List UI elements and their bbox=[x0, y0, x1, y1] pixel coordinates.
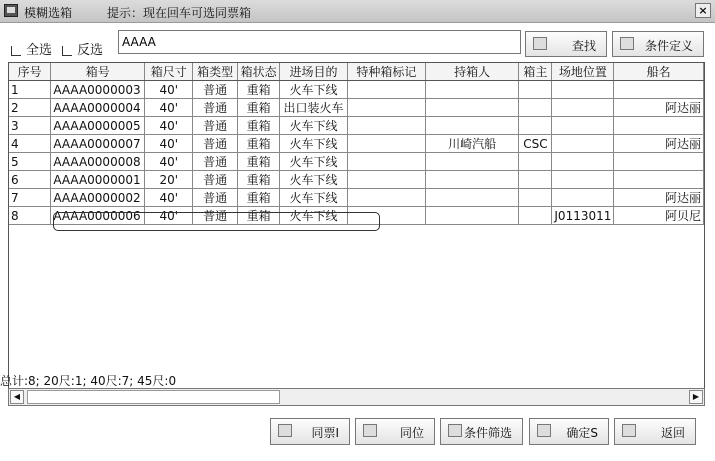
table-cell: 出口装火车 bbox=[280, 99, 348, 117]
confirm-icon bbox=[537, 424, 551, 437]
container-table bbox=[9, 63, 704, 276]
table-cell: 火车下线 bbox=[280, 135, 348, 153]
checkbox-icon[interactable] bbox=[62, 46, 72, 56]
table-cell bbox=[348, 189, 426, 207]
condition-define-button[interactable] bbox=[612, 31, 704, 57]
table-cell: 重箱 bbox=[238, 99, 280, 117]
close-icon[interactable]: × bbox=[695, 3, 711, 18]
table-row[interactable] bbox=[9, 81, 704, 99]
table-cell bbox=[519, 81, 552, 99]
table-cell bbox=[193, 242, 238, 259]
table-cell: 火车下线 bbox=[280, 117, 348, 135]
column-header[interactable]: 特种箱标记 bbox=[348, 63, 426, 81]
empty-row bbox=[9, 225, 704, 243]
confirm-label: 确定S bbox=[566, 426, 598, 440]
scroll-right-icon[interactable]: ▶ bbox=[689, 390, 703, 404]
table-cell: 普通 bbox=[193, 81, 238, 99]
table-cell: AAAA0000008 bbox=[51, 153, 145, 171]
table-cell: AAAA0000002 bbox=[51, 189, 145, 207]
table-row[interactable] bbox=[9, 117, 704, 135]
table-cell bbox=[238, 225, 280, 243]
table-cell bbox=[519, 225, 552, 243]
table-cell bbox=[519, 99, 552, 117]
column-header[interactable]: 持箱人 bbox=[425, 63, 519, 81]
table-cell bbox=[348, 117, 426, 135]
same-position-button[interactable] bbox=[355, 418, 435, 445]
back-button[interactable] bbox=[614, 418, 696, 445]
table-cell bbox=[614, 81, 704, 99]
table-cell bbox=[425, 207, 519, 225]
table-cell: 重箱 bbox=[238, 189, 280, 207]
table-cell bbox=[425, 99, 519, 117]
invert-select-label: 反选 bbox=[77, 43, 104, 58]
title-bar bbox=[0, 0, 715, 23]
position-icon bbox=[363, 424, 377, 437]
table-cell: 40' bbox=[145, 117, 193, 135]
filter-button[interactable] bbox=[440, 418, 523, 445]
column-header[interactable]: 箱状态 bbox=[238, 63, 280, 81]
table-cell bbox=[145, 259, 193, 276]
table-cell bbox=[348, 135, 426, 153]
table-cell bbox=[552, 225, 614, 243]
table-cell bbox=[348, 259, 426, 276]
table-cell: 6 bbox=[9, 171, 51, 189]
scroll-thumb[interactable] bbox=[27, 390, 280, 404]
table-cell bbox=[614, 259, 704, 276]
table-cell bbox=[614, 225, 704, 243]
table-cell: 5 bbox=[9, 153, 51, 171]
table-cell: 火车下线 bbox=[280, 153, 348, 171]
table-cell bbox=[280, 259, 348, 276]
table-cell bbox=[552, 171, 614, 189]
column-header[interactable]: 箱主 bbox=[519, 63, 552, 81]
table-cell: 40' bbox=[145, 135, 193, 153]
table-cell: 重箱 bbox=[238, 153, 280, 171]
table-cell: CSC bbox=[519, 135, 552, 153]
table-cell: AAAA0000001 bbox=[51, 171, 145, 189]
table-row[interactable] bbox=[9, 171, 704, 189]
table-cell bbox=[519, 171, 552, 189]
table-cell: 8 bbox=[9, 207, 51, 225]
back-icon bbox=[622, 424, 636, 437]
window-title: 模糊选箱 bbox=[24, 6, 73, 20]
search-button-label: 查找 bbox=[571, 39, 596, 53]
table-cell bbox=[614, 117, 704, 135]
table-cell: 40' bbox=[145, 153, 193, 171]
table-cell bbox=[425, 171, 519, 189]
container-grid[interactable] bbox=[8, 62, 705, 389]
table-cell bbox=[9, 242, 51, 259]
table-cell bbox=[348, 207, 426, 225]
table-row[interactable] bbox=[9, 189, 704, 207]
table-cell: 阿贝尼 bbox=[614, 207, 704, 225]
window-hint: 提示：现在回车可选同票箱 bbox=[107, 6, 252, 20]
same-ticket-label: 同票I bbox=[311, 426, 339, 440]
table-cell: 阿达丽 bbox=[614, 99, 704, 117]
table-cell bbox=[614, 242, 704, 259]
table-cell bbox=[425, 117, 519, 135]
table-cell bbox=[51, 259, 145, 276]
column-header[interactable]: 进场目的 bbox=[280, 63, 348, 81]
table-cell: 普通 bbox=[193, 135, 238, 153]
table-cell: 40' bbox=[145, 99, 193, 117]
table-cell bbox=[425, 242, 519, 259]
table-cell bbox=[552, 99, 614, 117]
empty-row bbox=[9, 242, 704, 259]
table-cell bbox=[614, 153, 704, 171]
table-cell: J0113011 bbox=[552, 207, 614, 225]
condition-button-label: 条件定义 bbox=[644, 39, 693, 53]
table-cell bbox=[51, 225, 145, 243]
table-cell: 普通 bbox=[193, 99, 238, 117]
table-cell bbox=[519, 117, 552, 135]
table-cell: 1 bbox=[9, 81, 51, 99]
table-cell bbox=[348, 242, 426, 259]
table-cell bbox=[425, 153, 519, 171]
table-cell: AAAA0000004 bbox=[51, 99, 145, 117]
table-cell: 重箱 bbox=[238, 207, 280, 225]
table-cell bbox=[552, 153, 614, 171]
invert-select-checkbox[interactable] bbox=[62, 39, 104, 58]
horizontal-scrollbar[interactable] bbox=[8, 388, 705, 406]
table-cell: 普通 bbox=[193, 117, 238, 135]
table-cell: 重箱 bbox=[238, 135, 280, 153]
select-all-checkbox[interactable] bbox=[11, 39, 53, 58]
table-cell: 普通 bbox=[193, 189, 238, 207]
table-cell: 普通 bbox=[193, 153, 238, 171]
table-cell: 40' bbox=[145, 189, 193, 207]
condition-icon bbox=[620, 37, 634, 50]
table-header bbox=[9, 63, 704, 81]
table-cell: AAAA0000003 bbox=[51, 81, 145, 99]
column-header[interactable]: 箱类型 bbox=[193, 63, 238, 81]
table-cell bbox=[425, 259, 519, 276]
table-cell: 40' bbox=[145, 81, 193, 99]
search-icon bbox=[533, 37, 547, 50]
table-cell: 火车下线 bbox=[280, 189, 348, 207]
table-cell bbox=[425, 189, 519, 207]
checkbox-icon[interactable] bbox=[11, 46, 21, 56]
column-header[interactable]: 箱尺寸 bbox=[145, 63, 193, 81]
search-input[interactable] bbox=[118, 30, 521, 54]
table-cell: AAAA0000007 bbox=[51, 135, 145, 153]
ticket-icon bbox=[278, 424, 292, 437]
table-row[interactable] bbox=[9, 99, 704, 117]
column-header[interactable]: 场地位置 bbox=[552, 63, 614, 81]
table-cell bbox=[552, 259, 614, 276]
table-cell bbox=[238, 259, 280, 276]
table-body bbox=[9, 81, 704, 277]
column-header[interactable]: 箱号 bbox=[51, 63, 145, 81]
table-row[interactable] bbox=[9, 135, 704, 153]
confirm-button[interactable] bbox=[529, 418, 609, 445]
table-cell bbox=[145, 225, 193, 243]
scroll-left-icon[interactable]: ◀ bbox=[10, 390, 24, 404]
table-cell bbox=[280, 225, 348, 243]
same-position-label: 同位 bbox=[399, 426, 424, 440]
table-cell: 普通 bbox=[193, 171, 238, 189]
search-button[interactable] bbox=[525, 31, 607, 57]
window-icon bbox=[4, 4, 18, 17]
table-cell bbox=[519, 259, 552, 276]
table-cell: 7 bbox=[9, 189, 51, 207]
table-cell bbox=[51, 242, 145, 259]
table-cell bbox=[614, 171, 704, 189]
table-cell: 阿达丽 bbox=[614, 135, 704, 153]
table-cell bbox=[9, 225, 51, 243]
table-row[interactable] bbox=[9, 207, 704, 225]
table-cell bbox=[425, 81, 519, 99]
table-cell bbox=[519, 153, 552, 171]
table-cell: 重箱 bbox=[238, 117, 280, 135]
table-cell bbox=[238, 242, 280, 259]
table-cell: 40' bbox=[145, 207, 193, 225]
toolbar bbox=[0, 22, 715, 62]
table-cell: AAAA0000005 bbox=[51, 117, 145, 135]
table-cell bbox=[552, 81, 614, 99]
table-row[interactable] bbox=[9, 153, 704, 171]
table-cell: 4 bbox=[9, 135, 51, 153]
empty-row bbox=[9, 259, 704, 276]
table-cell bbox=[9, 259, 51, 276]
filter-icon bbox=[448, 424, 462, 437]
column-header[interactable]: 序号 bbox=[9, 63, 51, 81]
table-cell bbox=[519, 242, 552, 259]
table-cell: 重箱 bbox=[238, 171, 280, 189]
table-cell bbox=[348, 81, 426, 99]
table-cell bbox=[552, 242, 614, 259]
table-cell: 火车下线 bbox=[280, 81, 348, 99]
table-cell bbox=[425, 225, 519, 243]
table-cell: 火车下线 bbox=[280, 207, 348, 225]
select-all-label: 全选 bbox=[26, 43, 53, 58]
table-cell: 3 bbox=[9, 117, 51, 135]
column-header[interactable]: 船名 bbox=[614, 63, 704, 81]
table-cell: 川崎汽船 bbox=[425, 135, 519, 153]
same-ticket-button[interactable] bbox=[270, 418, 350, 445]
table-cell bbox=[145, 242, 193, 259]
table-cell bbox=[519, 189, 552, 207]
table-cell: 2 bbox=[9, 99, 51, 117]
table-cell bbox=[193, 225, 238, 243]
table-cell: 普通 bbox=[193, 207, 238, 225]
table-cell bbox=[193, 259, 238, 276]
table-cell bbox=[552, 135, 614, 153]
table-cell: 阿达丽 bbox=[614, 189, 704, 207]
table-cell bbox=[519, 207, 552, 225]
table-cell bbox=[348, 171, 426, 189]
table-cell: 20' bbox=[145, 171, 193, 189]
table-cell bbox=[348, 99, 426, 117]
table-cell: 重箱 bbox=[238, 81, 280, 99]
table-cell bbox=[552, 189, 614, 207]
filter-label: 条件筛选 bbox=[463, 426, 512, 440]
table-cell bbox=[348, 225, 426, 243]
table-cell bbox=[348, 153, 426, 171]
summary-text: 总计:8; 20尺:1; 40尺:7; 45尺:0 bbox=[0, 374, 177, 388]
table-cell: AAAA0000006 bbox=[51, 207, 145, 225]
table-cell bbox=[552, 117, 614, 135]
table-cell bbox=[280, 242, 348, 259]
back-label: 返回 bbox=[660, 426, 685, 440]
table-cell: 火车下线 bbox=[280, 171, 348, 189]
